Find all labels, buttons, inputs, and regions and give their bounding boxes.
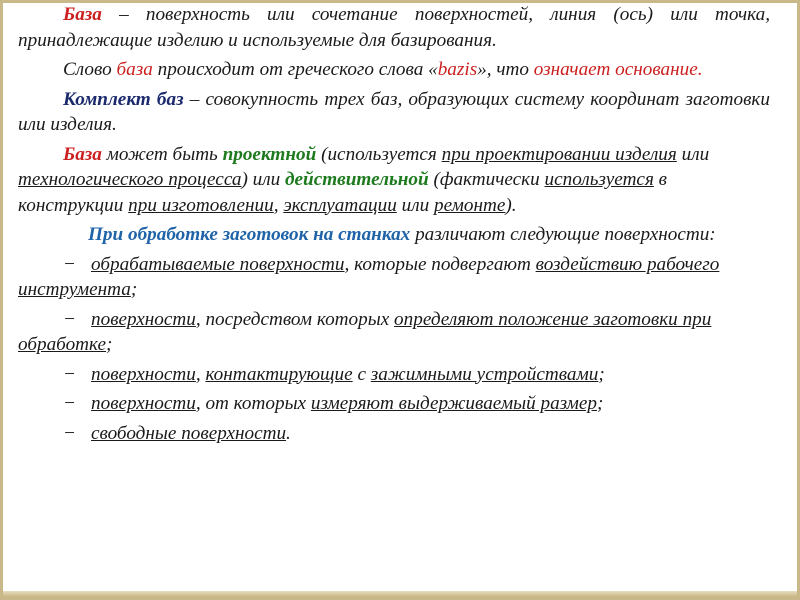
text: , от которых	[195, 393, 311, 414]
underlined-text: зажимными устройствами	[370, 363, 599, 385]
paragraph-surfaces-intro	[18, 222, 770, 248]
text: Слово	[63, 59, 117, 80]
underlined-text: при проектировании изделия	[441, 143, 677, 165]
underlined-text: поверхности	[91, 363, 196, 385]
underlined-text: воздействию рабочего инструмента	[18, 253, 720, 300]
underlined-text: измеряют выдерживаемый размер	[310, 393, 598, 414]
underlined-text: технологического процесса	[18, 169, 242, 190]
dash: −	[63, 308, 76, 330]
text: ;	[130, 279, 138, 300]
text: ;	[597, 393, 604, 414]
term-baza: База	[63, 4, 102, 25]
text: ;	[598, 363, 605, 385]
dash: −	[63, 363, 76, 385]
term-deystvitelnoy: действительной	[285, 169, 429, 190]
text: ,	[195, 363, 206, 385]
slide-content	[18, 2, 770, 450]
list-item-5	[18, 421, 770, 447]
dash: −	[63, 253, 76, 275]
text: различают следующие поверхности:	[410, 224, 716, 245]
underlined-text: обрабатываемые поверхности	[91, 253, 345, 275]
underlined-text: определяют положение заготовки при обработке	[18, 308, 712, 355]
text: в конструкции	[18, 169, 668, 216]
list-item-4	[18, 391, 770, 417]
term-proektnoy: проектной	[222, 143, 317, 165]
word-baza: база	[116, 59, 153, 80]
underlined-text: ремонте	[434, 194, 506, 216]
paragraph-base-set	[18, 87, 770, 138]
text: », что	[477, 59, 534, 80]
text: ;	[106, 334, 113, 355]
base-definition-text: – поверхность или сочетание поверхностей, линия (ось) или точка, принадлежащие изделию и используемые для базирования.	[18, 4, 770, 51]
underlined-text: поверхности	[91, 308, 196, 330]
dash: −	[63, 422, 76, 444]
lead-machining: При обработке заготовок на станках	[88, 224, 411, 245]
text: может быть	[101, 143, 223, 165]
text: , посредством которых	[195, 308, 395, 330]
list-item-2	[18, 307, 770, 358]
term-baza-2: База	[63, 143, 102, 165]
underlined-text: контактирующие	[205, 363, 353, 385]
meaning-text: означает основание.	[533, 59, 703, 80]
text: с	[352, 363, 371, 385]
paragraph-word-origin	[18, 57, 770, 83]
paragraph-base-types	[18, 142, 770, 219]
list-item-1	[18, 252, 770, 303]
text: ).	[505, 194, 517, 216]
dash: −	[63, 393, 76, 414]
text: (используется	[316, 143, 442, 165]
underlined-text: используется	[544, 169, 654, 190]
text: происходит от греческого слова «	[152, 59, 438, 80]
text: или	[396, 194, 434, 216]
text: ) или	[241, 169, 285, 190]
base-set-text: – совокупность трех баз, образующих систему координат заготовки или изделия.	[18, 88, 770, 135]
text: , которые подвергают	[344, 253, 536, 275]
greek-word: bazis	[437, 59, 478, 80]
underlined-text: эксплуатации	[283, 194, 397, 216]
text: (фактически	[428, 169, 545, 190]
underlined-text: поверхности	[91, 393, 196, 414]
text: .	[286, 422, 291, 444]
list-item-3	[18, 362, 770, 388]
text: или	[676, 143, 710, 165]
underlined-text: при изготовлении	[128, 194, 274, 216]
term-komplekt-baz: Комплект баз	[63, 88, 184, 110]
paragraph-base-definition	[18, 2, 770, 53]
text: ,	[273, 194, 284, 216]
underlined-text: свободные поверхности	[91, 422, 287, 444]
